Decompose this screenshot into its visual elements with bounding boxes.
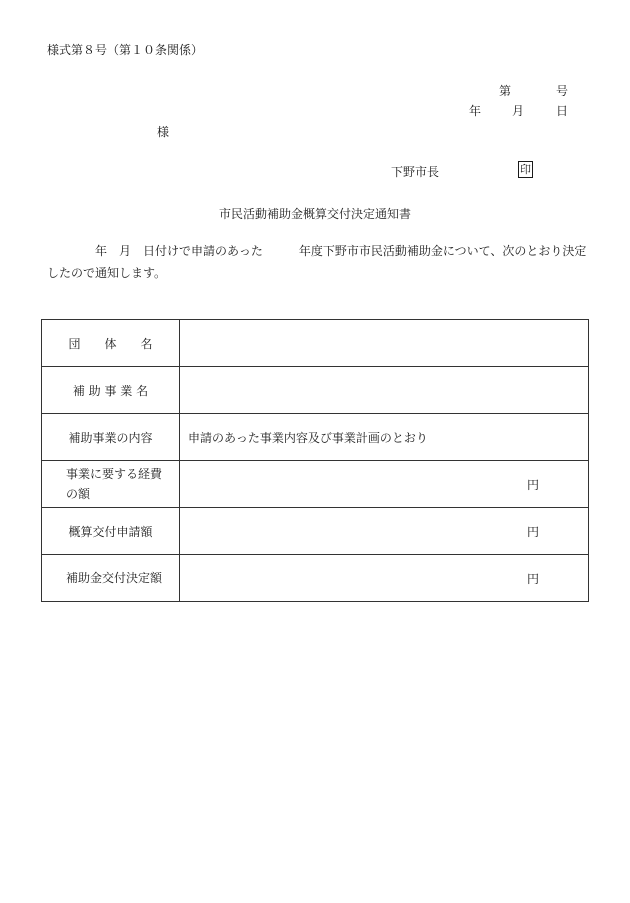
seal-box: 印 [520,163,531,176]
project-name-value [180,367,589,414]
project-content-value: 申請のあった事業内容及び事業計画のとおり [180,414,589,461]
table-row [42,555,589,602]
table-row [42,414,589,461]
grant-decision-amount-label: 補助金交付決定額 [42,555,180,602]
notice-body-line-1: 年 月 日付けで申請のあった 年度下野市市民活動補助金について、次のとおり決定 [47,244,587,258]
date-month-label: 月 [512,104,525,118]
grant-decision-amount-unit: 円 [180,555,589,602]
addressee-honorific: 様 [157,125,170,139]
project-content-label: 補助事業の内容 [42,414,180,461]
estimated-grant-request-label: 概算交付申請額 [42,508,180,555]
date-day-label: 日 [556,104,569,118]
document-title: 市民活動補助金概算交付決定通知書 [218,207,411,221]
table-row [42,367,589,414]
date-year-label: 年 [469,104,482,118]
notice-body-line-2: したので通知します。 [47,266,167,280]
project-cost-label: 事業に要する経費の額 [42,461,180,508]
estimated-grant-request-unit: 円 [180,508,589,555]
details-table [41,319,589,602]
table-row [42,461,589,508]
notice-body [47,240,587,284]
form-number: 様式第８号（第１０条関係） [47,43,204,57]
issuer-name: 下野市長 [391,165,440,179]
document-number-prefix: 第 [499,84,512,98]
project-name-label: 補 助 事 業 名 [42,367,180,414]
table-row [42,508,589,555]
document-number-suffix: 号 [556,84,569,98]
project-cost-unit: 円 [180,461,589,508]
organization-name-value [180,320,589,367]
organization-name-label: 団 体 名 [42,320,180,367]
table-row [42,320,589,367]
